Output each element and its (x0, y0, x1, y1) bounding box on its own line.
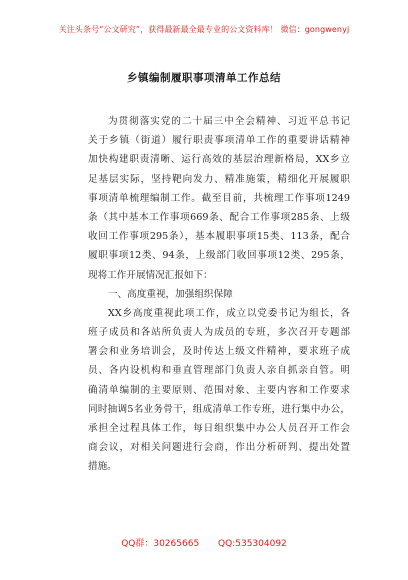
body-line: 承担全过程具体工作，每日组织集中办公人员召开工作会 (88, 423, 350, 434)
body-line: 履职事项12类、94条，上级部门收回事项12类、295条， (88, 250, 350, 262)
body-line: XX乡高度重视此项工作，成立以党委书记为组长，各 (108, 307, 350, 319)
body-line: 关于乡镇（街道）履行职责事项清单工作的重要讲话精神 (88, 135, 350, 147)
footer-contacts (0, 536, 408, 549)
document-body (88, 112, 350, 477)
body-line: 确清单编制的主要原则、范围对象、主要内容和工作要求 (88, 384, 350, 396)
footer-qq-number: QQ:535304092 (218, 539, 287, 549)
body-line: 员、各内设机构和垂直管理部门负责人亲自抓亲自管。明 (88, 365, 350, 377)
body-line: 措施。 (88, 461, 117, 473)
body-line: 现将工作开展情况汇报如下： (88, 269, 213, 281)
body-line: 署会和业务培训会，及时传达上级文件精神，要求班子成 (88, 346, 350, 358)
document-title: 乡镇编制履职事项清单工作总结 (127, 72, 281, 84)
body-line: 条（其中基本工作事项669条、配合工作事项285条、上级 (88, 211, 350, 223)
section-heading: 一、高度重视，加强组织保障 (108, 288, 233, 300)
body-line: 足基层实际，坚持靶向发力、精准施策，精细化开展履职 (88, 173, 350, 185)
body-line: 班子成员和各站所负责人为成员的专班，多次召开专题部 (88, 327, 350, 339)
body-line: 商会议，对相关问题进行会商，作出分析研判、提出处置 (88, 442, 350, 454)
header-banner: 关注头条号“公文研究”，获得最新最全最专业的公文资料库！ 微信：gongwenyj (58, 25, 350, 34)
footer-qq-group: QQ群：30265665 (121, 539, 200, 549)
body-line: 加快构建职责清晰、运行高效的基层治理新格局，XX乡立 (88, 154, 350, 166)
body-line: 同时抽调5名业务骨干，组成清单工作专班，进行集中办公， (88, 403, 350, 415)
body-line: 收回工作事项295条），基本履职事项15类、113条，配合 (88, 231, 350, 243)
body-line: 为贯彻落实党的二十届三中全会精神、习近平总书记 (108, 116, 350, 127)
body-line: 事项清单梳理编制工作。截至目前，共梳理工作事项1249 (88, 192, 350, 204)
